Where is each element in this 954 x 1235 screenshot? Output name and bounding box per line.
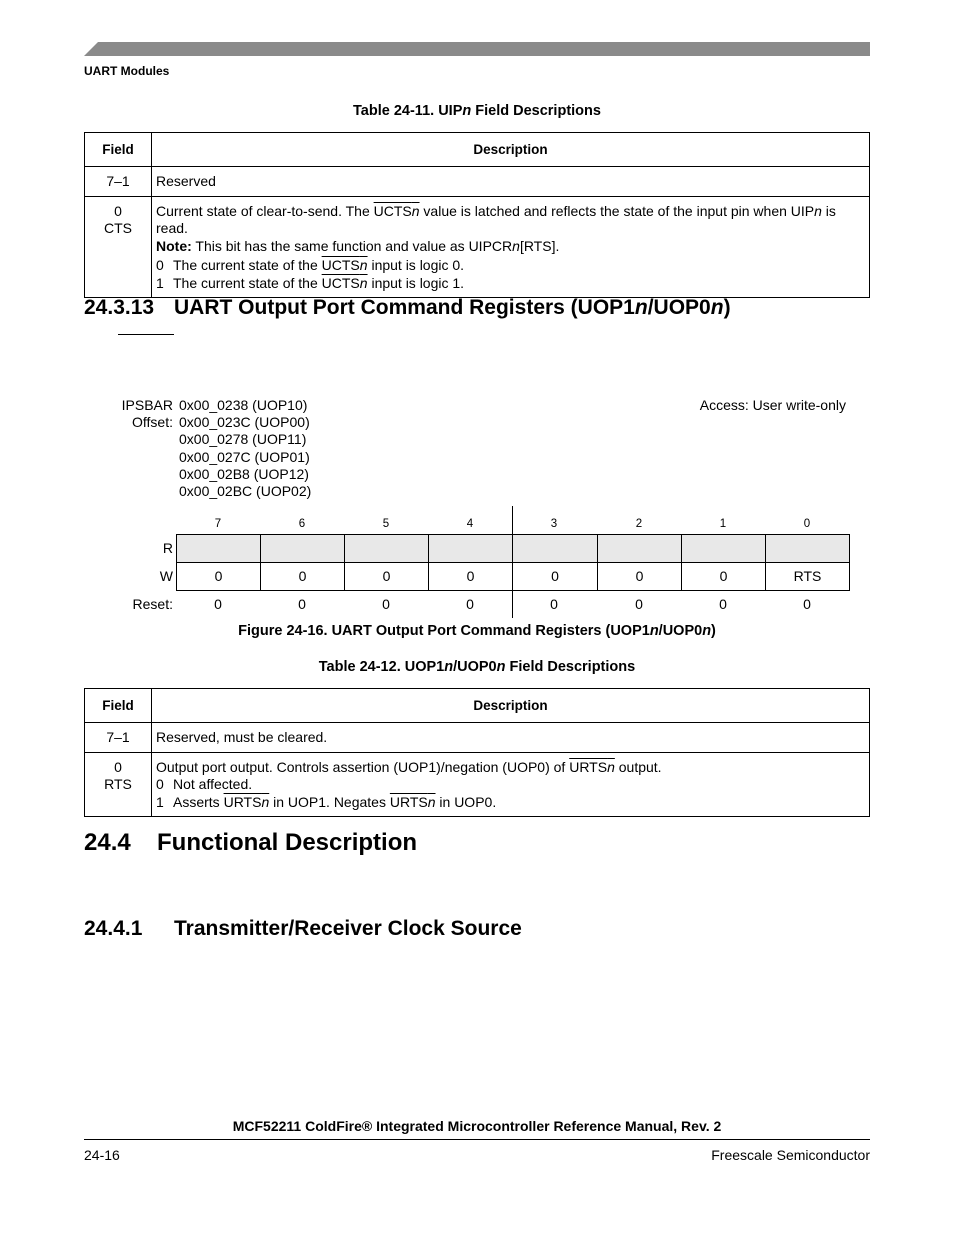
bit-number: 4 bbox=[466, 518, 474, 530]
register-write-cell: 0 bbox=[260, 562, 345, 591]
access-type: Access: User write-only bbox=[699, 397, 846, 413]
description-cell: Reserved bbox=[152, 167, 870, 197]
bit-number: 3 bbox=[550, 518, 558, 530]
table-row bbox=[85, 167, 870, 197]
register-read-cell bbox=[428, 534, 513, 563]
bit-number: 0 bbox=[803, 518, 811, 530]
register-read-cell bbox=[344, 534, 429, 563]
bit-number: 6 bbox=[298, 518, 306, 530]
column-header-field: Field bbox=[85, 133, 152, 167]
enum-line: 0 Not affected. bbox=[156, 776, 253, 792]
field-cell: 7–1 bbox=[85, 167, 152, 197]
section-heading-24-4-1: 24.4.1 Transmitter/Receiver Clock Source bbox=[84, 917, 522, 940]
address-labels: IPSBAR Offset: bbox=[121, 397, 173, 431]
register-write-cell: 0 bbox=[597, 562, 682, 591]
section-heading-24-4: 24.4 Functional Description bbox=[84, 829, 418, 856]
enum-line: 1 Asserts $URTS\overline{n}$ in UOP1. Negates $URTS\overline{n}$ in UOP0. bbox=[156, 793, 497, 810]
register-write-cell: 0 bbox=[344, 562, 429, 591]
column-header-description: Description bbox=[152, 689, 870, 723]
field-bit: 0 bbox=[114, 758, 122, 775]
register-read-cell bbox=[176, 534, 261, 563]
header-bar bbox=[84, 42, 870, 56]
enum-line: 0 The current state of the $UCTS\overline{n}$ input is logic 0. bbox=[156, 257, 465, 273]
row-label-reset: Reset: bbox=[132, 596, 173, 612]
reset-value: 0 bbox=[635, 596, 643, 612]
field-cell bbox=[85, 196, 152, 298]
bit-number: 5 bbox=[382, 518, 390, 530]
description-cell bbox=[152, 752, 870, 817]
register-write-cell: 0 bbox=[176, 562, 261, 591]
register-write-cell: 0 bbox=[512, 562, 598, 591]
reset-value: 0 bbox=[214, 596, 222, 612]
bit-number: 1 bbox=[719, 518, 727, 530]
column-header-description: Description bbox=[152, 133, 870, 167]
table-row bbox=[85, 723, 870, 753]
field-cell: 7–1 bbox=[85, 723, 152, 753]
description-cell bbox=[152, 196, 870, 298]
bit-number: 2 bbox=[635, 518, 643, 530]
register-read-cell bbox=[681, 534, 766, 563]
table-24-11 bbox=[84, 132, 870, 298]
column-header-field: Field bbox=[85, 689, 152, 723]
table-24-12 bbox=[84, 688, 870, 817]
footer-page-number: 24-16 bbox=[84, 1147, 120, 1163]
table-24-12-caption: Table 24-12. UOP1n/UOP0n Field Descriptions bbox=[318, 659, 636, 675]
field-name: CTS bbox=[104, 219, 132, 236]
description-line: Current state of clear-to-send. The $UCTS\overline{n}$ value is latched and reflects the state of the input pin when UIPn is read. bbox=[156, 202, 836, 236]
bit-number: 7 bbox=[214, 518, 222, 530]
footer-company: Freescale Semiconductor bbox=[711, 1147, 870, 1163]
reset-value: 0 bbox=[550, 596, 558, 612]
header-section-title: UART Modules bbox=[84, 64, 170, 78]
figure-24-16-caption: Figure 24-16. UART Output Port Command Registers (UOP1n/UOP0n) bbox=[238, 623, 716, 639]
register-write-cell: 0 bbox=[428, 562, 513, 591]
reset-value: 0 bbox=[803, 596, 811, 612]
row-label-write: W bbox=[159, 568, 173, 584]
register-read-cell bbox=[260, 534, 345, 563]
note-line: Note: This bit has the same function and value as UIPCRn[RTS]. bbox=[156, 237, 560, 254]
description-cell: Reserved, must be cleared. bbox=[152, 723, 870, 753]
register-addresses: 0x00_0238 (UOP10) 0x00_023C (UOP00) 0x00_0278 (UOP11) 0x00_027C (UOP01) 0x00_02B8 (UOP12) 0x00_02BC (UOP02) bbox=[179, 397, 312, 500]
field-name: RTS bbox=[104, 775, 132, 792]
register-read-cell bbox=[512, 534, 598, 563]
field-cell bbox=[85, 752, 152, 817]
field-bit: 0 bbox=[114, 202, 122, 219]
reset-value: 0 bbox=[466, 596, 474, 612]
register-read-cell bbox=[597, 534, 682, 563]
reset-value: 0 bbox=[719, 596, 727, 612]
section-heading-24-3-13: 24.3.13 UART Output Port Command Registers (UOP1n/UOP0n) bbox=[84, 296, 731, 319]
row-label-read: R bbox=[162, 540, 173, 556]
reset-value: 0 bbox=[298, 596, 306, 612]
register-write-cell-rts: RTS bbox=[765, 562, 850, 591]
enum-line: 1 The current state of the $UCTS\overline{n}$ input is logic 1. bbox=[156, 274, 465, 291]
table-24-11-caption: Table 24-11. UIPn Field Descriptions bbox=[353, 103, 601, 119]
register-read-cell bbox=[765, 534, 850, 563]
footer-rule bbox=[84, 1139, 870, 1140]
description-line: Output port output. Controls assertion (UOP1)/negation (UOP0) of $URTS\overline{n}$ output. bbox=[156, 758, 662, 775]
register-write-cell: 0 bbox=[681, 562, 766, 591]
reset-value: 0 bbox=[382, 596, 390, 612]
table-row bbox=[85, 752, 870, 817]
table-row bbox=[85, 196, 870, 298]
footer-manual-title: MCF52211 ColdFire® Integrated Microcontroller Reference Manual, Rev. 2 bbox=[232, 1118, 722, 1134]
heading-underline bbox=[118, 334, 174, 335]
